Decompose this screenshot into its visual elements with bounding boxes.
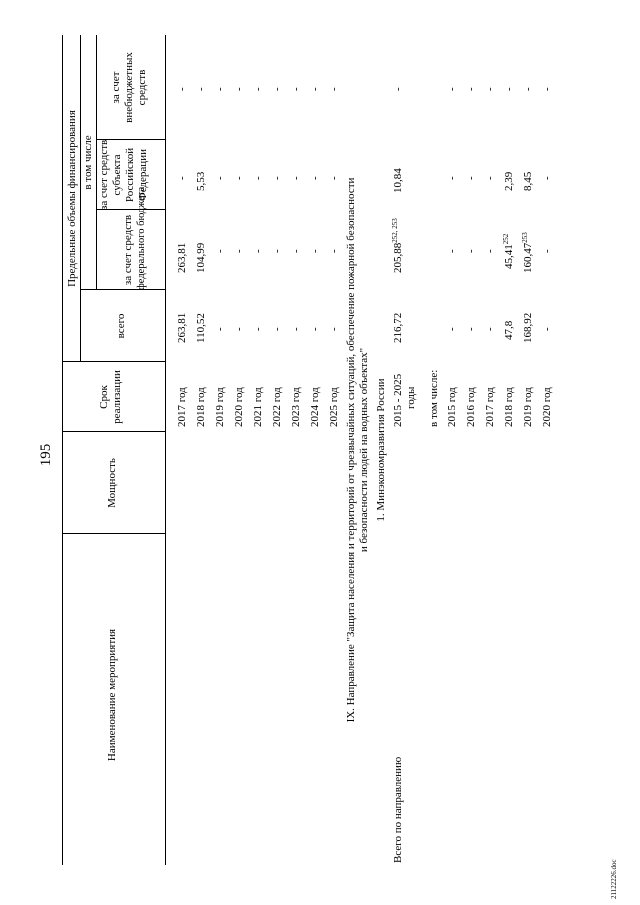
regional-cell: 8,45 — [522, 171, 534, 191]
federal-cell: 45,41$^{252}$ — [502, 233, 515, 269]
year-cell: 2024 год — [309, 387, 321, 427]
header-regional-3: Российской — [124, 147, 136, 203]
header-capacity: Мощность — [106, 458, 118, 508]
regional-cell: - — [176, 176, 188, 180]
year-cell: 2021 год — [252, 387, 264, 427]
header-term-2: реализации — [111, 370, 123, 424]
page-number: 195 — [38, 443, 54, 467]
total-row-label: Всего по направлению — [392, 756, 404, 863]
total-cell: 47,8 — [503, 320, 515, 340]
regional-cell: - — [214, 176, 226, 180]
extra-cell: - — [233, 87, 245, 91]
total-row-total: 216,72 — [392, 312, 404, 343]
header-regional-2: субъекта — [111, 154, 123, 196]
total-cell: - — [446, 327, 458, 331]
federal-cell: - — [309, 249, 321, 253]
total-cell: - — [465, 327, 477, 331]
extra-cell: - — [271, 87, 283, 91]
extra-cell: - — [252, 87, 264, 91]
regional-cell: - — [309, 176, 321, 180]
extra-cell: - — [503, 87, 515, 91]
year-cell: 2018 год — [503, 387, 515, 427]
header-extra-2: внебюджетных — [123, 52, 135, 123]
federal-cell: - — [465, 249, 477, 253]
extra-cell: - — [465, 87, 477, 91]
total-row-term-1: 2015 - 2025 — [392, 373, 404, 427]
year-cell: 2019 год — [214, 387, 226, 427]
federal-cell: - — [328, 249, 340, 253]
total-cell: - — [290, 327, 302, 331]
extra-cell: - — [522, 87, 534, 91]
total-row-federal: 205,88$^{252, 253}$ — [391, 218, 404, 273]
regional-cell: 5,53 — [195, 171, 207, 191]
total-cell: - — [328, 327, 340, 331]
federal-cell: 263,81 — [176, 242, 188, 273]
extra-cell: - — [309, 87, 321, 91]
extra-cell: - — [446, 87, 458, 91]
year-cell: 2018 год — [195, 387, 207, 427]
federal-cell: 160,47$^{253}$ — [521, 232, 534, 273]
extra-cell: - — [195, 87, 207, 91]
regional-cell: - — [484, 176, 496, 180]
header-federal-1: за счет средств — [122, 214, 134, 286]
funding-rule — [80, 35, 81, 362]
extra-cell: - — [541, 87, 553, 91]
regional-cell: - — [290, 176, 302, 180]
federal-cell: - — [214, 249, 226, 253]
extra-cell: - — [484, 87, 496, 91]
federal-cell: - — [233, 249, 245, 253]
section-title-line-1: IX. Направление "Защита населения и территорий от чрезвычайных ситуаций, обеспечение пожарной безопасности — [345, 177, 357, 723]
federal-cell: - — [446, 249, 458, 253]
header-top-rule — [62, 35, 63, 865]
total-cell: - — [541, 327, 553, 331]
federal-cell: 104,99 — [195, 242, 207, 273]
regional-cell: - — [252, 176, 264, 180]
total-cell: - — [233, 327, 245, 331]
regional-cell: - — [328, 176, 340, 180]
including-label: в том числе: — [428, 369, 440, 427]
year-cell: 2015 год — [446, 387, 458, 427]
header-extra-3: средств — [136, 69, 148, 106]
federal-cell: - — [252, 249, 264, 253]
header-regional-4: Федерации — [137, 149, 149, 201]
regional-cell: - — [446, 176, 458, 180]
total-cell: - — [252, 327, 264, 331]
header-extra-1: за счет — [110, 71, 122, 104]
total-cell: 110,52 — [195, 313, 207, 343]
regional-cell: - — [465, 176, 477, 180]
year-cell: 2022 год — [271, 387, 283, 427]
total-cell: - — [271, 327, 283, 331]
total-cell: - — [214, 327, 226, 331]
total-row-regional: 10,84 — [392, 168, 404, 193]
year-cell: 2025 год — [328, 387, 340, 427]
total-row-extra: - — [392, 87, 404, 91]
year-cell: 2017 год — [484, 387, 496, 427]
extra-cell: - — [290, 87, 302, 91]
header-term-1: Срок — [98, 385, 110, 409]
header-bottom-rule — [165, 35, 166, 865]
ministry-heading: 1. Минэкономразвития России — [375, 378, 387, 522]
header-funding: Предельные объемы финансирования — [66, 110, 78, 287]
section-title-line-2: и безопасности людей на водных объектах" — [358, 347, 370, 553]
regional-cell: 2,39 — [503, 171, 515, 191]
header-federal-2: федерального бюджета — [136, 186, 147, 290]
year-cell: 2016 год — [465, 387, 477, 427]
year-cell: 2019 год — [522, 387, 534, 427]
year-cell: 2023 год — [290, 387, 302, 427]
federal-cell: - — [484, 249, 496, 253]
total-cell: 263,81 — [176, 312, 188, 343]
header-name: Наименование мероприятия — [106, 628, 118, 762]
total-row-term-2: годы — [405, 386, 417, 409]
regional-cell: - — [271, 176, 283, 180]
header-including: в том числе — [82, 135, 94, 190]
footer-file-code: 21122226.doc — [610, 859, 618, 899]
total-cell: - — [309, 327, 321, 331]
extra-cell: - — [328, 87, 340, 91]
federal-cell: - — [271, 249, 283, 253]
extra-cell: - — [214, 87, 226, 91]
federal-cell: - — [290, 249, 302, 253]
year-cell: 2020 год — [541, 387, 553, 427]
regional-cell: - — [541, 176, 553, 180]
regional-cell: - — [233, 176, 245, 180]
year-cell: 2017 год — [176, 387, 188, 427]
federal-cell: - — [541, 249, 553, 253]
extra-cell: - — [176, 87, 188, 91]
total-cell: 168,92 — [522, 312, 534, 343]
header-regional-1: за счет средств — [98, 139, 110, 210]
including-rule — [96, 35, 97, 290]
total-cell: - — [484, 327, 496, 331]
header-total: всего — [115, 313, 127, 339]
year-cell: 2020 год — [233, 387, 245, 427]
